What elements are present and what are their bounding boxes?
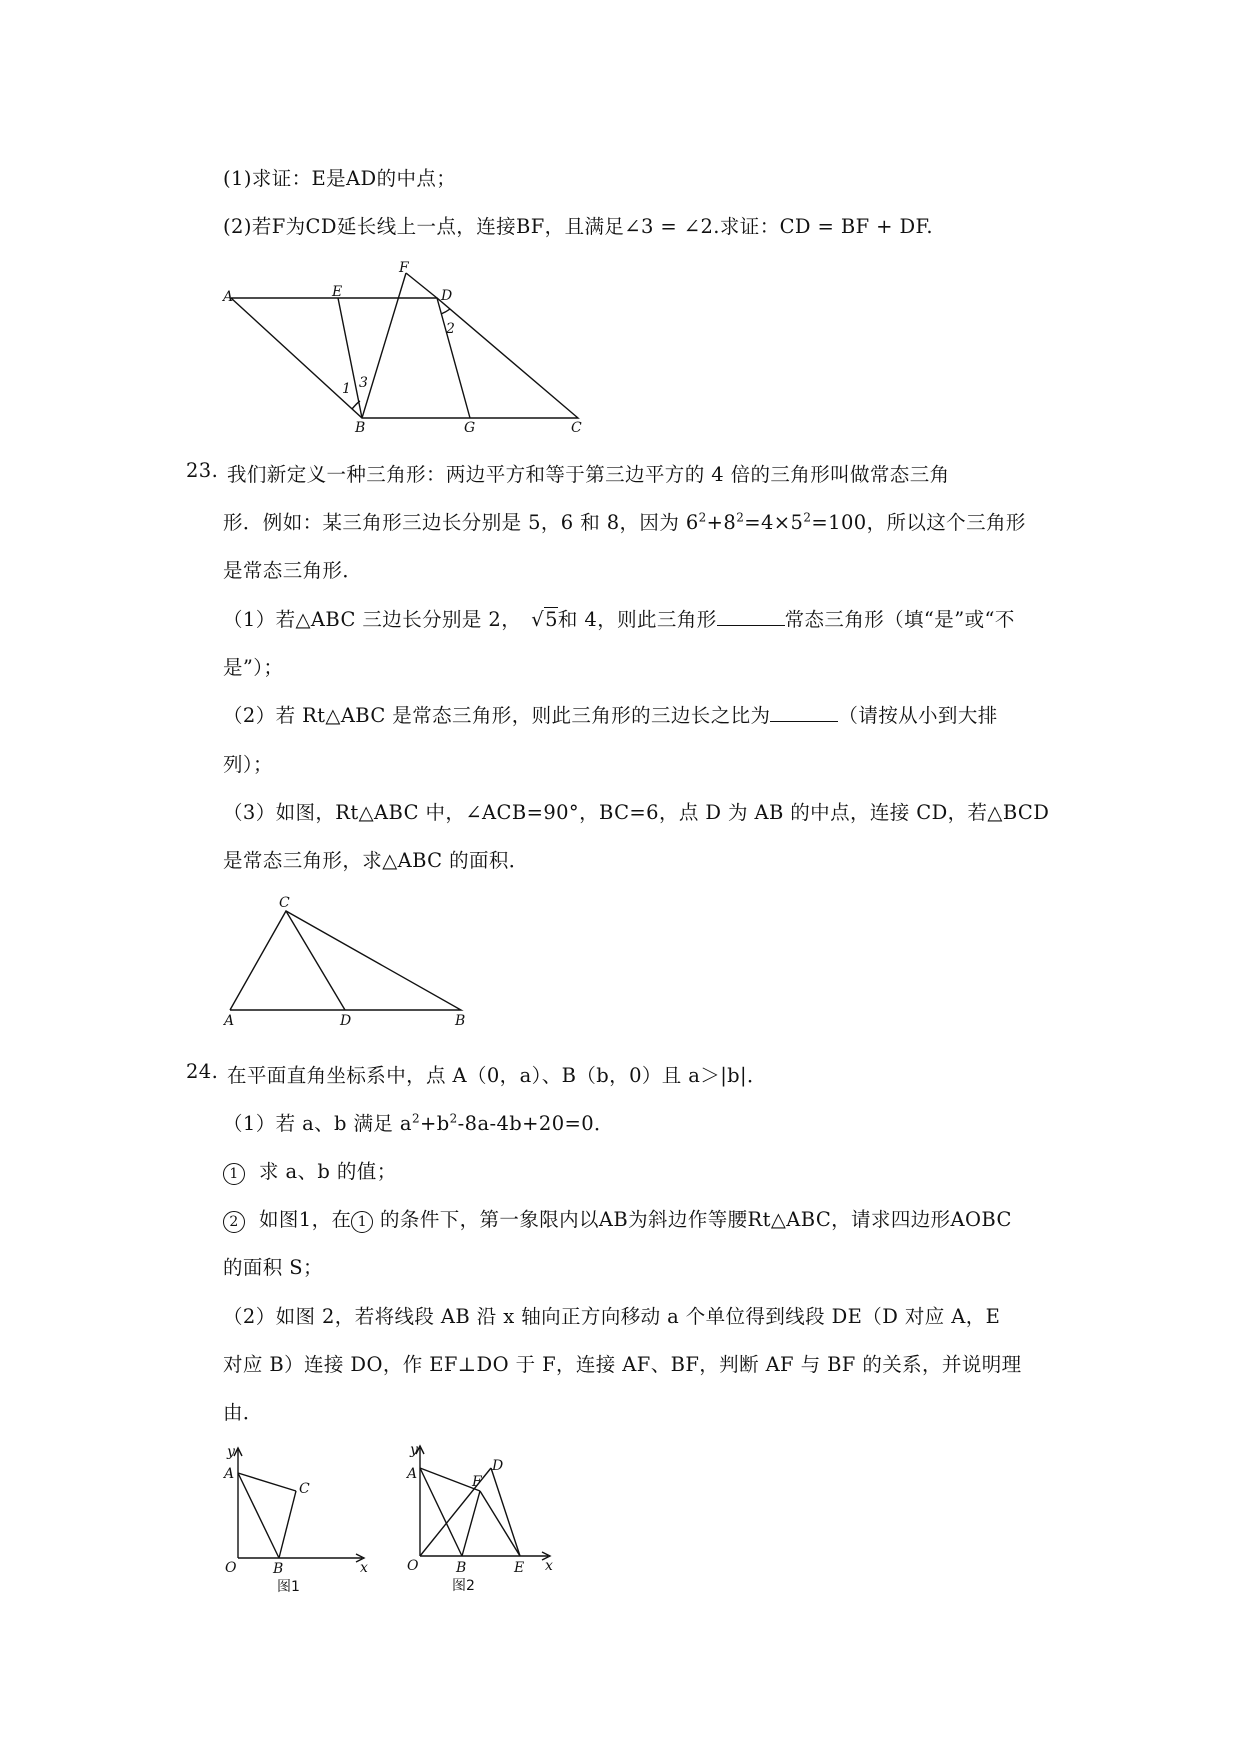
label-a: A	[224, 1466, 235, 1482]
answer-blank-2[interactable]	[770, 703, 838, 722]
label-a: A	[407, 1466, 418, 1482]
label-d: D	[441, 288, 453, 304]
q24-subpart1: 1 求 a、b 的值；	[223, 1156, 397, 1185]
label-y: y	[227, 1444, 235, 1460]
label-f: F	[472, 1474, 482, 1490]
circled-number-1: 1	[223, 1163, 245, 1185]
label-c: C	[571, 420, 582, 436]
q23-part3-line2: 是常态三角形，求△ABC 的面积．	[223, 849, 529, 872]
label-3: 3	[359, 375, 368, 391]
figure-q22	[215, 255, 595, 435]
q23-part1-line2: 是”）；	[223, 656, 284, 679]
q23-part2-line2: 列）；	[223, 753, 273, 776]
label-b: B	[355, 420, 366, 436]
q23-part1-line1: （1）若△ABC 三边长分别是 2， √5和 4，则此三角形 常态三角形（填“是”或“不	[223, 608, 1015, 631]
label-d: D	[492, 1458, 504, 1474]
q23-part2-line1: （2）若 Rt△ABC 是常态三角形，则此三角形的三边长之比为 （请按从小到大排	[223, 704, 998, 727]
label-b: B	[455, 1013, 466, 1029]
label-c: C	[279, 895, 290, 911]
segment-dg	[437, 298, 470, 418]
q24-part2-line2: 对应 B）连接 DO，作 EF⊥DO 于 F，连接 AF、BF，判断 AF 与 BF 的关系，并说明理	[223, 1353, 1022, 1376]
label-x: x	[545, 1558, 553, 1574]
figure-q23	[220, 895, 470, 1030]
q24-subpart2-line1: 2 如图1，在 1 的条件下，第一象限内以AB为斜边作等腰Rt△ABC，请求四边形AOBC	[223, 1204, 1012, 1233]
angle-arc-2	[441, 309, 450, 314]
label-1: 1	[342, 381, 351, 397]
figure-q24-2	[405, 1440, 565, 1595]
label-a: A	[224, 1013, 235, 1029]
q24-part1: （1）若 a、b 满足 $a^2+b^2-8a-4b+20=0$．	[223, 1111, 614, 1135]
figure-caption-2: 图2	[452, 1578, 475, 1594]
segment-bf	[362, 273, 406, 418]
q24-line1: 在平面直角坐标系中，点 A（0，a）、B（b，0）且 a＞|b|．	[227, 1064, 767, 1087]
q24-part2-line1: （2）如图 2，若将线段 AB 沿 x 轴向正方向移动 a 个单位得到线段 DE（D 对应 A，E	[223, 1305, 1001, 1328]
q24-part2-line3: 由．	[223, 1401, 263, 1424]
q24-subpart2-line2: 的面积 S；	[223, 1256, 323, 1279]
label-e: E	[332, 284, 343, 300]
label-a: A	[223, 289, 234, 305]
segment-de	[491, 1468, 520, 1556]
triangle-abc	[230, 911, 461, 1010]
answer-blank-1[interactable]	[717, 607, 785, 626]
circled-number-2: 2	[223, 1211, 245, 1233]
q23-part3-line1: （3）如图，Rt△ABC 中，∠ACB=90°，BC=6，点 D 为 AB 的中点，连接 CD，若△BCD	[223, 801, 1050, 824]
label-d: D	[340, 1013, 352, 1029]
segment-fd	[406, 273, 437, 298]
label-b: B	[273, 1561, 284, 1577]
q24-number: 24.	[186, 1060, 219, 1083]
label-2: 2	[446, 321, 455, 337]
label-x: x	[360, 1560, 368, 1576]
q23-line1: 我们新定义一种三角形：两边平方和等于第三边平方的 4 倍的三角形叫做常态三角	[227, 463, 950, 486]
label-y: y	[410, 1442, 418, 1458]
label-b: B	[456, 1560, 467, 1576]
label-o: O	[225, 1560, 237, 1576]
label-e: E	[514, 1560, 525, 1576]
q23-line2: 形．例如：某三角形三边长分别是 5，6 和 8，因为 $6^2+8^2=4\times 5^2=100$，所以这个三角形	[223, 510, 1026, 534]
figure-caption-1: 图1	[277, 1579, 300, 1595]
q22-part1: (1)求证：E是AD的中点；	[223, 167, 457, 190]
parallelogram-abcd	[231, 298, 578, 418]
segment-cd	[286, 911, 345, 1010]
label-o: O	[407, 1558, 419, 1574]
label-g: G	[464, 420, 476, 436]
segment-fe	[480, 1491, 520, 1556]
q23-number: 23.	[186, 459, 219, 482]
label-c: C	[299, 1481, 310, 1497]
circled-number-ref-1: 1	[351, 1211, 373, 1233]
segment-cb	[279, 1491, 296, 1558]
segment-ab	[238, 1473, 279, 1558]
label-f: F	[399, 260, 409, 276]
q23-line3: 是常态三角形．	[223, 559, 363, 582]
q22-part2: (2)若F为CD延长线上一点，连接BF，且满足∠3 = ∠2.求证：CD = BF + DF.	[223, 215, 934, 238]
segment-ac	[238, 1473, 296, 1491]
figure-q24-1	[220, 1440, 380, 1595]
